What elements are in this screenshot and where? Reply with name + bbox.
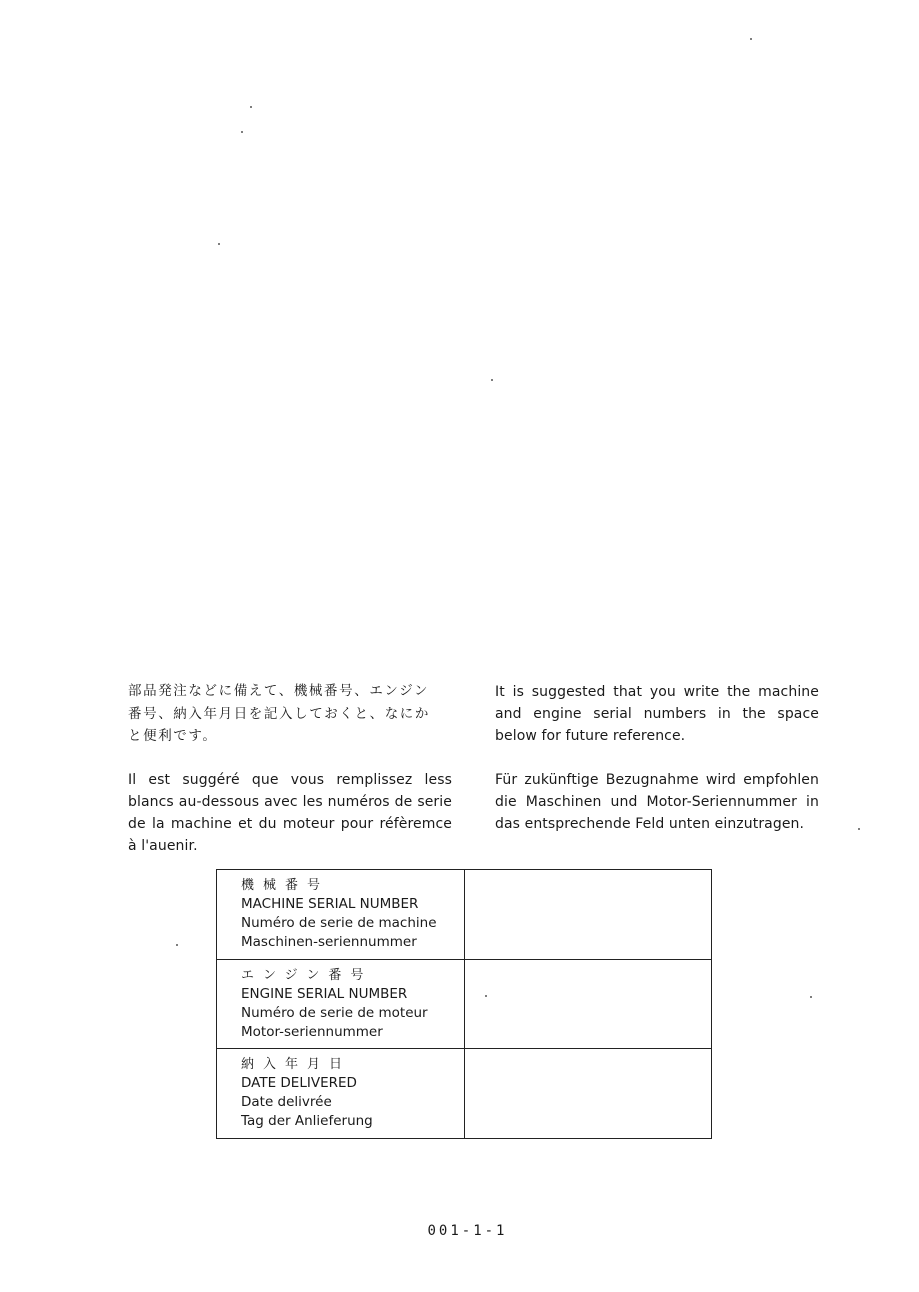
engine-serial-label-french: Numéro de serie de moteur [241, 1004, 428, 1021]
intro-english: It is suggested that you write the machine and engine serial numbers in the space below for future reference. [495, 684, 819, 744]
date-delivered-label-french: Date delivrée [241, 1094, 332, 1111]
scan-speck [218, 243, 220, 245]
intro-german: Für zukünftige Bezugnahme wird empfohlen die Maschinen und Motor-Seriennummer in das entsprechende Feld unten einzutragen. [495, 772, 819, 832]
engine-serial-label-japanese: エンジン番号 [241, 967, 373, 983]
date-delivered-label-english: DATE DELIVERED [241, 1075, 357, 1092]
engine-serial-value-field[interactable] [465, 960, 711, 1049]
scan-speck [750, 38, 752, 40]
date-delivered-label-japanese: 納入年月日 [241, 1057, 352, 1073]
scan-speck [241, 131, 243, 133]
date-delivered-row [217, 1049, 711, 1138]
page-number: 001-1-1 [427, 1223, 508, 1239]
machine-serial-label [217, 870, 465, 959]
scan-speck [491, 379, 493, 381]
intro-french: Il est suggéré que vous remplissez less blancs au-dessous avec les numéros de serie de la machine et du moteur pour réfèremce à l'auenir. [128, 772, 452, 854]
machine-serial-label-french: Numéro de serie de machine [241, 915, 437, 931]
scan-speck [176, 944, 178, 946]
intro-japanese: 部品発注などに備えて、機械番号、エンジン 番号、納入年月日を記入しておくと、なにか と便利です。 [128, 683, 430, 744]
scan-speck [858, 828, 860, 830]
engine-serial-label [217, 960, 465, 1049]
machine-serial-label-japanese: 機械番号 [241, 878, 330, 893]
scan-speck [250, 106, 252, 108]
date-delivered-label-german: Tag der Anlieferung [241, 1113, 373, 1130]
scan-speck [810, 996, 812, 998]
engine-serial-label-german: Motor-seriennummer [241, 1023, 383, 1040]
engine-serial-label-english: ENGINE SERIAL NUMBER [241, 985, 408, 1002]
scan-speck [485, 995, 487, 997]
machine-serial-label-german: Maschinen-seriennummer [241, 934, 417, 950]
machine-serial-value-field[interactable] [465, 870, 711, 959]
date-delivered-label [217, 1049, 465, 1138]
machine-serial-row [217, 870, 711, 960]
machine-serial-label-english: MACHINE SERIAL NUMBER [241, 896, 419, 912]
engine-serial-row [217, 960, 711, 1050]
serial-number-table [216, 869, 712, 1139]
date-delivered-value-field[interactable] [465, 1049, 711, 1138]
